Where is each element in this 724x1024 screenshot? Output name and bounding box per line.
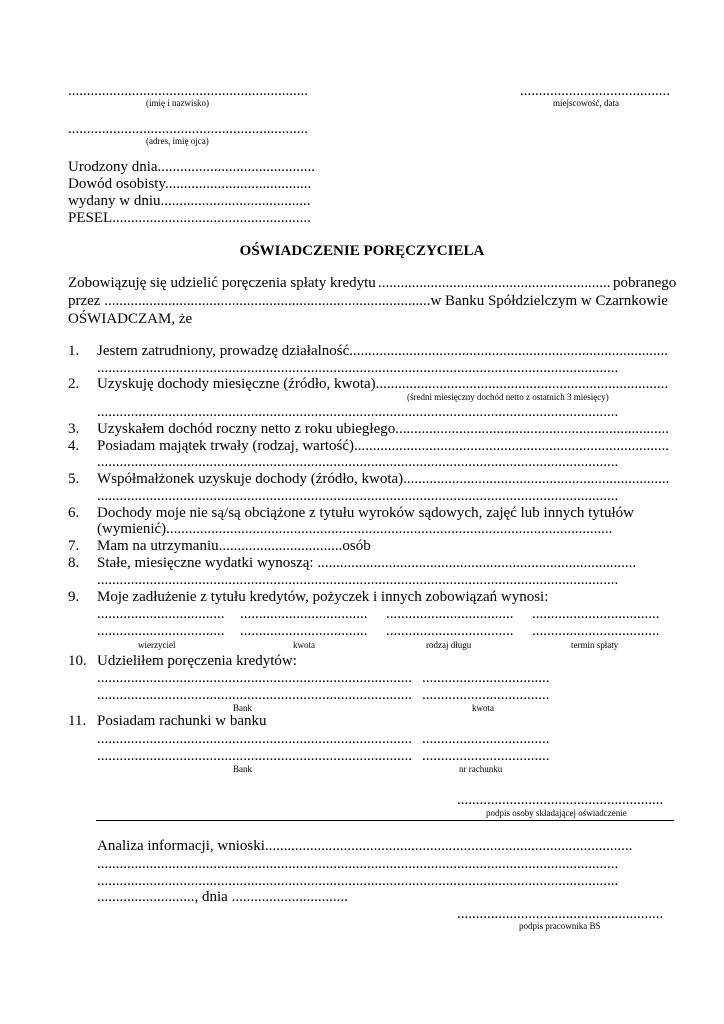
item-text: Mam na utrzymaniu.................................osób <box>97 538 371 554</box>
declarant-signature-caption: podpis osoby składającej oświadczenie <box>486 808 627 818</box>
item-number: 2. <box>68 376 80 392</box>
name-dots: ................................................................ <box>68 83 308 99</box>
guarantee-amount-label: kwota <box>472 703 494 713</box>
guarantee-bank-dots: .................................................................................... <box>97 670 412 686</box>
staff-signature-dots: ....................................................... <box>457 906 664 922</box>
analysis-date-line: .........................., dnia ............................... <box>97 889 348 905</box>
name-caption: (imię i nazwisko) <box>146 98 209 108</box>
intro-line3: OŚWIADCZAM, że <box>68 311 193 327</box>
debt-dots: .................................. <box>97 623 225 639</box>
account-number-dots: .................................. <box>422 731 550 747</box>
born-line: Urodzony dnia.......................................... <box>68 159 316 175</box>
item-text: Uzyskuję dochody miesięczne (źródło, kwota).............................................................................. <box>97 376 669 392</box>
item-number: 10. <box>68 653 87 669</box>
page-title: OŚWIADCZENIE PORĘCZYCIELA <box>239 243 485 259</box>
item-text: Posiadam rachunki w banku <box>97 713 267 729</box>
debt-dots: .................................. <box>240 606 368 622</box>
place-dots: ........................................ <box>520 83 670 99</box>
intro-line1-text: Zobowiązuję się udzielić poręczenia spłaty kredytu <box>68 275 376 291</box>
item-continuation: ........................................................................................................................................... <box>97 454 619 470</box>
debt-dots: .................................. <box>532 623 660 639</box>
item-number: 1. <box>68 343 80 359</box>
intro-line1-end: pobranego <box>613 275 677 291</box>
staff-signature-caption: podpis pracownika BS <box>519 921 601 931</box>
item-text: Uzyskałem dochód roczny netto z roku ubiegłego......................................................................... <box>97 421 669 437</box>
item-text: Dochody moje nie są/są obciążone z tytułu wyroków sądowych, zajęć lub innych tytułów <box>97 505 634 521</box>
item-text: Moje zadłużenie z tytułu kredytów, pożyczek i innych zobowiązań wynosi: <box>97 589 549 605</box>
analysis-line: ........................................................................................................................................... <box>97 856 619 872</box>
guarantee-amount-dots: .................................. <box>422 670 550 686</box>
item-continuation: (wymienić)....................................................................................................................... <box>97 521 613 537</box>
debt-label-term: termin spłaty <box>571 640 619 650</box>
debt-label-amount: kwota <box>293 640 315 650</box>
section-divider <box>96 820 674 821</box>
declarant-signature-dots: ....................................................... <box>457 792 664 808</box>
debt-dots: .................................. <box>386 623 514 639</box>
account-bank-dots: .................................................................................... <box>97 748 412 764</box>
debt-dots: .................................. <box>240 623 368 639</box>
account-bank-label: Bank <box>233 764 252 774</box>
address-caption: (adres, imię ojca) <box>146 136 209 146</box>
item-text: Jestem zatrudniony, prowadzę działalność..................................................................................... <box>97 343 669 359</box>
item-continuation: ........................................................................................................................................... <box>97 360 619 376</box>
intro-line1-dots: .............................................................. <box>378 275 611 291</box>
address-dots: ................................................................ <box>68 121 308 137</box>
id-card-line: Dowód osobisty....................................... <box>68 176 312 192</box>
place-caption: miejscowość, data <box>553 98 619 108</box>
guarantee-bank-label: Bank <box>233 703 252 713</box>
guarantee-amount-dots: .................................. <box>422 687 550 703</box>
item-number: 7. <box>68 538 80 554</box>
item-number: 5. <box>68 471 80 487</box>
item-number: 3. <box>68 421 80 437</box>
account-number-dots: .................................. <box>422 748 550 764</box>
item-text: Stałe, miesięczne wydatki wynoszą: ..................................................................................... <box>97 555 637 571</box>
item-continuation: ........................................................................................................................................... <box>97 488 619 504</box>
account-bank-dots: .................................................................................... <box>97 731 412 747</box>
issued-line: wydany w dniu........................................ <box>68 193 311 209</box>
item-text: Udzieliłem poręczenia kredytów: <box>97 653 297 669</box>
analysis-line: ........................................................................................................................................... <box>97 873 619 889</box>
pesel-line: PESEL..................................................... <box>68 210 311 226</box>
item-text: Współmałżonek uzyskuje dochody (źródło, kwota)....................................................................... <box>97 471 670 487</box>
debt-dots: .................................. <box>97 606 225 622</box>
intro-line2: przez .......................................................................................w Banku Spółdzielczym w Czarnkowie <box>68 293 668 309</box>
guarantee-bank-dots: .................................................................................... <box>97 687 412 703</box>
item-text: Posiadam majątek trwały (rodzaj, wartość).................................................................................... <box>97 438 669 454</box>
item-number: 6. <box>68 505 80 521</box>
item-number: 9. <box>68 589 80 605</box>
item-number: 11. <box>68 713 87 729</box>
debt-label-creditor: wierzyciel <box>138 640 176 650</box>
debt-dots: .................................. <box>386 606 514 622</box>
account-number-label: nr rachunku <box>459 764 503 774</box>
item-note: (średni miesięczny dochód netto z ostatnich 3 miesięcy) <box>407 392 609 402</box>
item-continuation: ........................................................................................................................................... <box>97 572 619 588</box>
item-number: 4. <box>68 438 80 454</box>
item-continuation: ........................................................................................................................................... <box>97 404 619 420</box>
debt-label-type: rodzaj długu <box>426 640 472 650</box>
item-number: 8. <box>68 555 80 571</box>
debt-dots: .................................. <box>532 606 660 622</box>
analysis-label: Analiza informacji, wnioski.................................................................................................. <box>97 838 633 854</box>
